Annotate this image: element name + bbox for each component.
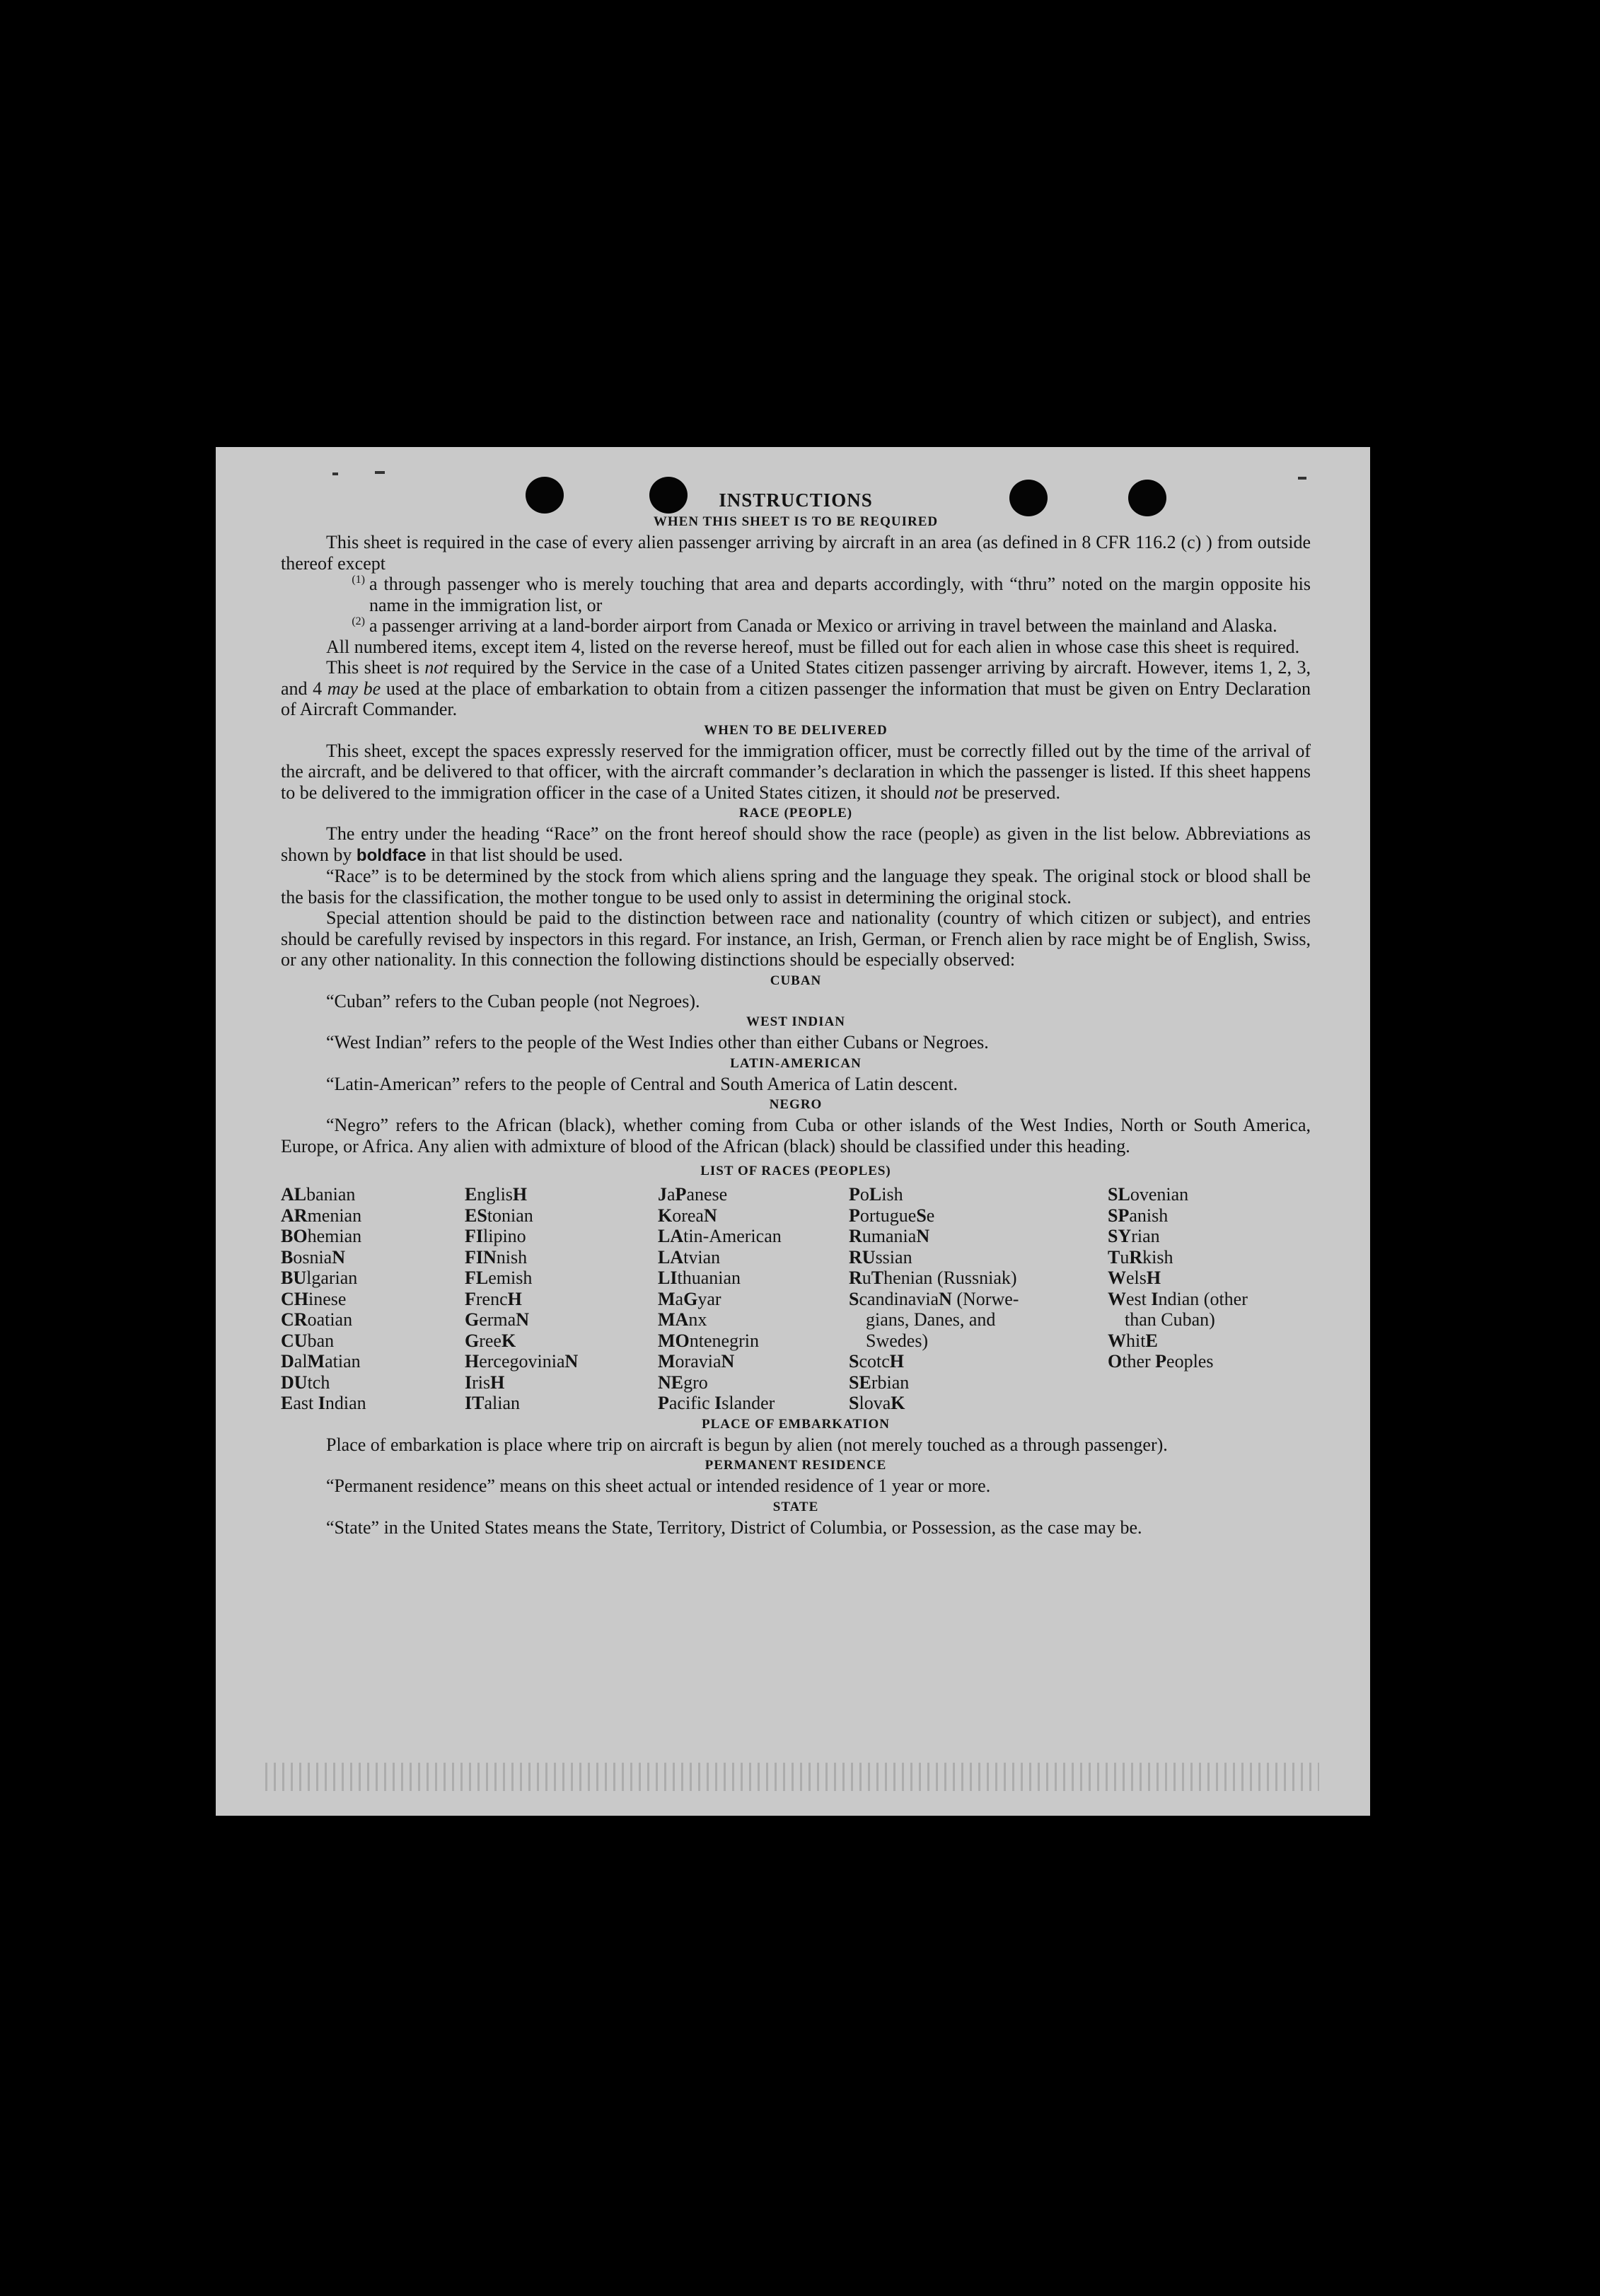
race-entry: WhitE (1108, 1330, 1158, 1351)
scan-speck (1298, 477, 1306, 480)
race-entry: RUssian (849, 1246, 912, 1268)
race-entry: BOhemian (281, 1226, 362, 1246)
race-entry: GermaN (465, 1309, 529, 1330)
race-entry: DUtch (281, 1372, 330, 1393)
cuban-text: “Cuban” refers to the Cuban people (not Negroes). (326, 990, 700, 1011)
required-para3: This sheet is not required by the Service in the case of a United States citizen passenger arriving by aircraft. However, items 1, 2, 3, and 4 may be used at the place of embarkation to obtain from a citizen passenger the information that must be given on Entry Declaration of Aircraft Commander. (281, 657, 1311, 719)
scan-speck (332, 472, 338, 475)
race-entry: RuThenian (Russniak) (849, 1268, 1017, 1288)
race-entry: BosniaN (281, 1246, 346, 1268)
race-entry: DalMatian (281, 1351, 361, 1372)
heading-race: RACE (PEOPLE) (738, 806, 853, 821)
required-para2: All numbered items, except item 4, listed on the reverse hereof, must be filled out for each alien in whose case this sheet is required. (326, 636, 1300, 657)
instructions-content (281, 489, 1311, 1538)
page-title: INSTRUCTIONS (719, 489, 873, 511)
race-column-3 (658, 1184, 849, 1414)
race-entry: SErbian (849, 1372, 910, 1393)
race-entry: ALbanian (281, 1184, 356, 1205)
race-entry: IrisH (465, 1372, 505, 1393)
race-entry: Pacific Islander (658, 1393, 775, 1413)
embarkation-text: Place of embarkation is place where trip on aircraft is begun by alien (not merely touched as a through passenger). (326, 1434, 1168, 1455)
race-entry: ARmenian (281, 1205, 362, 1226)
race-entry: LIthuanian (658, 1268, 741, 1288)
race-entry: SPanish (1108, 1205, 1169, 1226)
latin-american-text: “Latin-American” refers to the people of Central and South America of Latin descent. (326, 1073, 958, 1094)
race-entry: PoLish (849, 1184, 903, 1205)
race-list (281, 1184, 1311, 1414)
race-entry: Swedes) (866, 1330, 929, 1351)
race-entry: WelsH (1108, 1268, 1161, 1288)
exception-item-1: (1) a through passenger who is merely touching that area and departs accordingly, with “thru” noted on the margin opposite his name in the immigration list, or (352, 574, 1311, 615)
heading-delivered: WHEN TO BE DELIVERED (704, 722, 888, 738)
race-entry: PortugueSe (849, 1205, 935, 1226)
race-entry: KoreaN (658, 1205, 717, 1226)
race-para3: Special attention should be paid to the distinction between race and nationality (country of which citizen or subject), and entries should be carefully revised by inspectors in this regard. For instance, an Irish, German, or French alien by race might be of English, Swiss, or any other nationality. In this connection the following distinctions should be especially observed: (281, 908, 1311, 970)
faded-footer-print (265, 1763, 1319, 1791)
race-entry: MoraviaN (658, 1351, 735, 1372)
race-entry: West Indian (other (1108, 1288, 1248, 1309)
heading-permanent-residence: PERMANENT RESIDENCE (705, 1458, 887, 1473)
race-entry: FLemish (465, 1268, 533, 1288)
delivered-text: This sheet, except the spaces expressly reserved for the immigration officer, must be correctly filled out by the time of the arrival of the aircraft, and be delivered to that officer, with the aircraft commander’s declaration in which the passenger is listed. If this sheet happens to be delivered to the immigration officer in the case of a United States citizen, it should not be preserved. (281, 740, 1311, 803)
race-entry: GreeK (465, 1330, 516, 1351)
race-entry: NEgro (658, 1372, 708, 1393)
heading-latin-american: LATIN-AMERICAN (730, 1055, 862, 1071)
race-entry: MAnx (658, 1309, 707, 1330)
race-entry: LAtin-American (658, 1226, 782, 1246)
race-entry: gians, Danes, and (866, 1309, 996, 1330)
document-sheet (216, 447, 1370, 1816)
race-entry: than Cuban) (1125, 1309, 1215, 1330)
race-para2: “Race” is to be determined by the stock from which aliens spring and the language they speak. The original stock or blood shall be the basis for the classification, the mother tongue to be used only to assist in determining the original stock. (281, 866, 1311, 908)
race-entry: SLovenian (1108, 1184, 1189, 1205)
race-entry: CHinese (281, 1288, 347, 1309)
race-entry: HercegoviniaN (465, 1351, 579, 1372)
exception-list (281, 574, 1311, 637)
race-entry: TuRkish (1108, 1246, 1173, 1268)
negro-text: “Negro” refers to the African (black), whether coming from Cuba or other islands of the West Indies, North or South America, Europe, or Africa. Any alien with admixture of blood of the African (black) should be classified under this heading. (281, 1115, 1311, 1156)
race-entry: EStonian (465, 1205, 533, 1226)
race-entry: JaPanese (658, 1184, 728, 1205)
race-entry: FINnish (465, 1246, 528, 1268)
race-column-2 (465, 1184, 658, 1414)
heading-state: STATE (772, 1499, 819, 1514)
scan-speck (375, 471, 385, 474)
race-entry: MOntenegrin (658, 1330, 759, 1351)
race-entry: ITalian (465, 1393, 520, 1413)
heading-west-indian: WEST INDIAN (746, 1014, 845, 1029)
race-entry: BUlgarian (281, 1268, 358, 1288)
race-entry: East Indian (281, 1393, 366, 1413)
race-entry: CUban (281, 1330, 335, 1351)
west-indian-text: “West Indian” refers to the people of the West Indies other than either Cubans or Negroes. (326, 1032, 989, 1053)
race-entry: ScandinaviaN (Norwe- (849, 1288, 1019, 1309)
residence-text: “Permanent residence” means on this sheet actual or intended residence of 1 year or more. (326, 1475, 991, 1496)
heading-negro: NEGRO (769, 1097, 823, 1112)
required-intro: This sheet is required in the case of every alien passenger arriving by aircraft in an area (as defined in 8 CFR 116.2 (c) ) from outside thereof except (281, 532, 1311, 574)
heading-cuban: CUBAN (770, 973, 822, 988)
race-entry: FIlipino (465, 1226, 526, 1246)
race-entry: CRoatian (281, 1309, 353, 1330)
state-text: “State” in the United States means the State, Territory, District of Columbia, or Possession, as the case may be. (326, 1517, 1142, 1538)
race-entry: Other Peoples (1108, 1351, 1214, 1372)
race-entry: ScotcH (849, 1351, 905, 1372)
race-entry: SlovaK (849, 1393, 905, 1413)
exception-item-2: (2) a passenger arriving at a land-border airport from Canada or Mexico or arriving in travel between the mainland and Alaska. (352, 615, 1277, 636)
heading-list-of-races: LIST OF RACES (PEOPLES) (700, 1164, 891, 1178)
race-entry: LAtvian (658, 1246, 721, 1268)
race-entry: RumaniaN (849, 1226, 930, 1246)
heading-required: WHEN THIS SHEET IS TO BE REQUIRED (653, 514, 939, 529)
race-para1: The entry under the heading “Race” on the front hereof should show the race (people) as given in the list below. Abbreviations as shown by boldface in that list should be used. (281, 823, 1311, 865)
race-column-5 (1108, 1184, 1311, 1414)
race-column-4 (849, 1184, 1108, 1414)
race-entry: SYrian (1108, 1226, 1160, 1246)
race-entry: EnglisH (465, 1184, 528, 1205)
race-entry: FrencH (465, 1288, 522, 1309)
heading-embarkation: PLACE OF EMBARKATION (702, 1416, 890, 1432)
race-entry: MaGyar (658, 1288, 721, 1309)
race-column-1 (281, 1184, 465, 1414)
